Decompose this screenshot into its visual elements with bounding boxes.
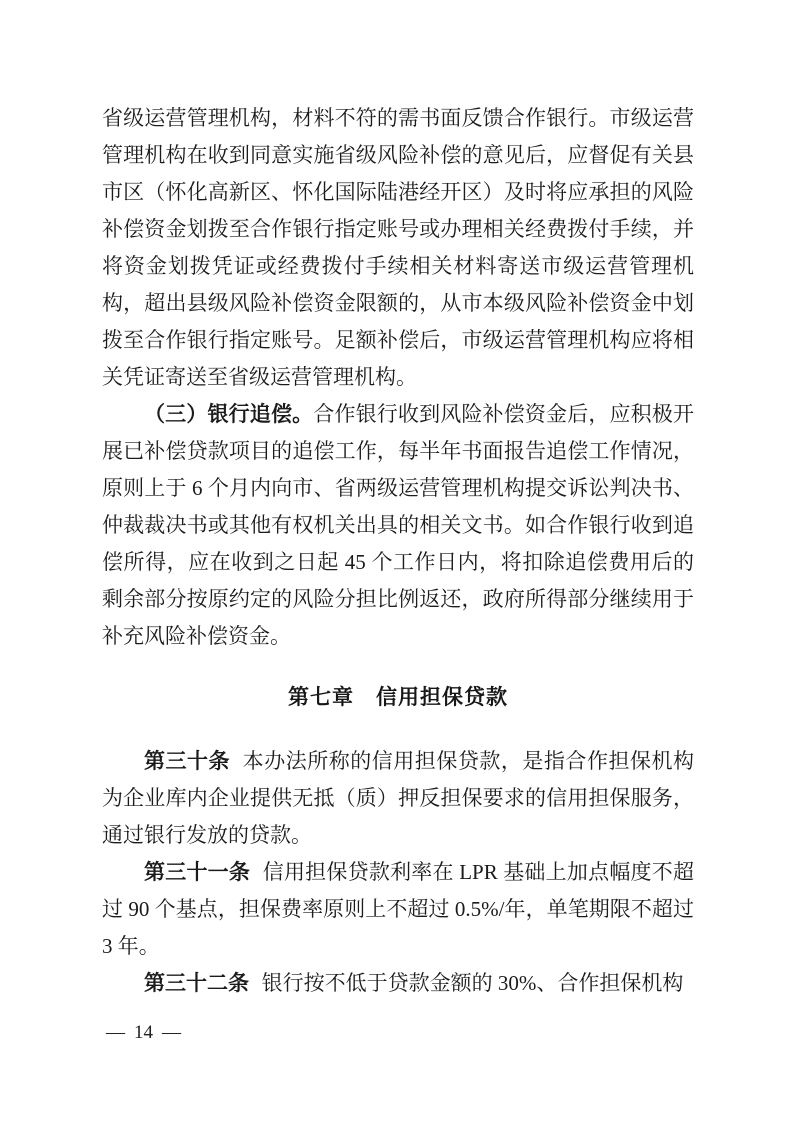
paragraph-risk-compensation	[102, 100, 694, 396]
page-number: 14	[134, 1022, 153, 1043]
paragraph-article-32	[102, 965, 694, 1002]
paragraph-text: 信用担保贷款利率在 LPR 基础上加点幅度不超过 90 个基点，担保费率原则上不超过 0.5%/年，单笔期限不超过 3 年。	[102, 860, 694, 958]
footer-dash-right: —	[162, 1022, 181, 1043]
article-number: 第三十二条	[144, 971, 249, 995]
paragraph-bold-lead: （三）银行追偿。	[144, 402, 314, 426]
paragraph-text: 合作银行收到风险补偿资金后，应积极开展已补偿贷款项目的追偿工作，每半年书面报告追偿工作情况，原则上于 6 个月内向市、省两级运营管理机构提交诉讼判决书、仲裁裁决书或其他有权机关出具的相关文书。如合作银行收到追偿所得，应在收到之日起 45 个工作日内，将扣除追偿费用后的剩余部分按原约定的风险分担比例返还，政府所得部分继续用于补充风险补偿资金。	[102, 402, 694, 648]
paragraph-article-31	[102, 854, 694, 965]
document-body	[102, 100, 694, 1002]
footer-dash-left: —	[106, 1022, 125, 1043]
paragraph-text: 省级运营管理机构，材料不符的需书面反馈合作银行。市级运营管理机构在收到同意实施省级风险补偿的意见后，应督促有关县市区（怀化高新区、怀化国际陆港经开区）及时将应承担的风险补偿资金划拨至合作银行指定账号或办理相关经费拨付手续，并将资金划拨凭证或经费拨付手续相关材料寄送市级运营管理机构，超出县级风险补偿资金限额的，从市本级风险补偿资金中划拨至合作银行指定账号。足额补偿后，市级运营管理机构应将相关凭证寄送至省级运营管理机构。	[102, 106, 694, 389]
article-number: 第三十一条	[144, 860, 251, 884]
paragraph-text: 本办法所称的信用担保贷款，是指合作担保机构为企业库内企业提供无抵（质）押反担保要求的信用担保服务，通过银行发放的贷款。	[102, 749, 695, 847]
page-footer	[106, 1022, 181, 1044]
paragraph-text: 银行按不低于贷款金额的 30%、合作担保机构	[261, 971, 684, 995]
chapter-heading: 第七章 信用担保贷款	[288, 686, 508, 709]
article-number: 第三十条	[144, 749, 231, 773]
paragraph-bank-recovery	[102, 396, 694, 655]
paragraph-article-30	[102, 743, 694, 854]
